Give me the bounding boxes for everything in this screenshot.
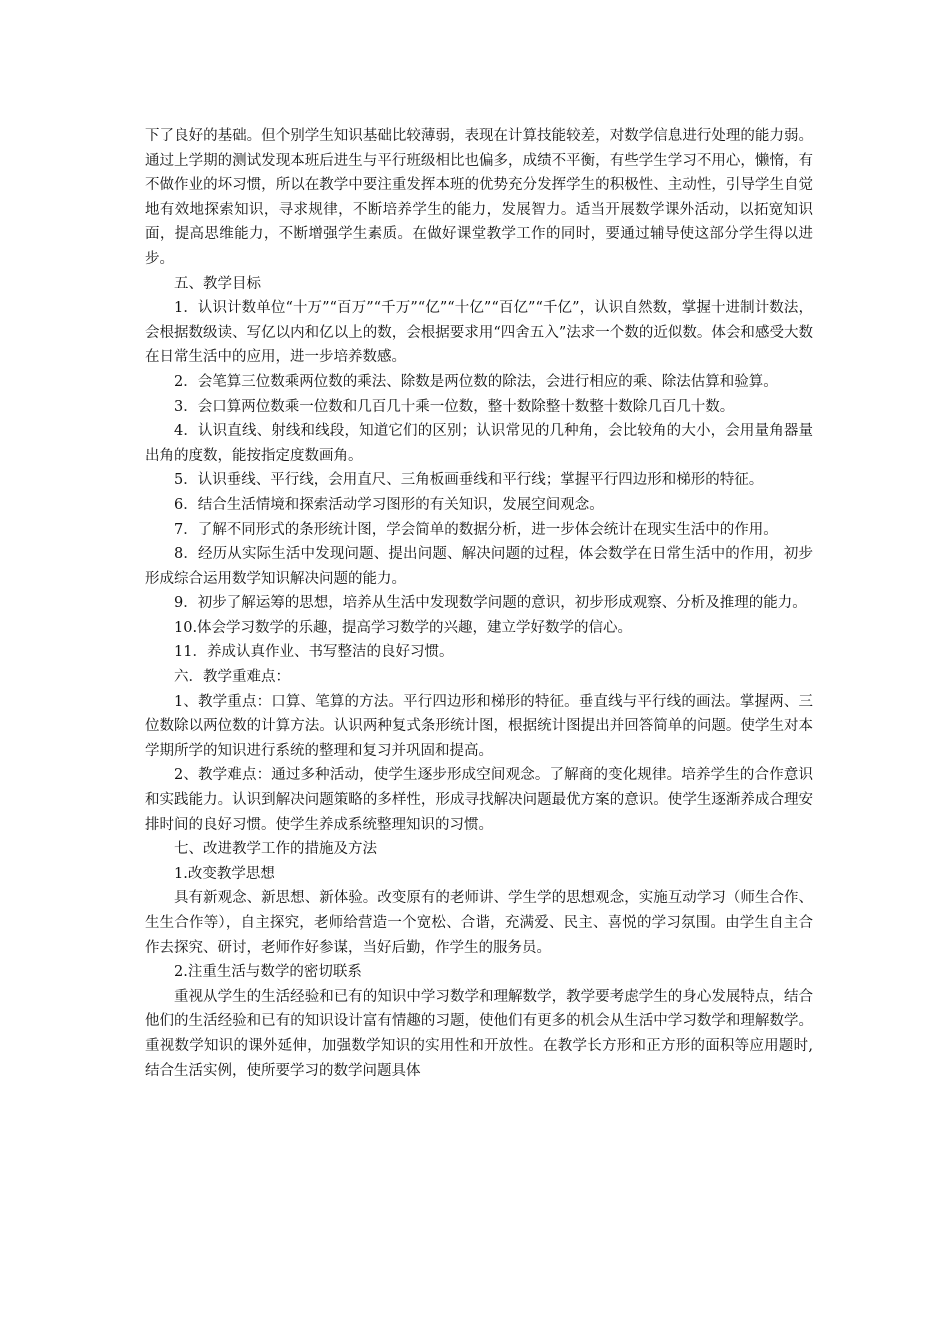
paragraph: 下了良好的基础。但个别学生知识基础比较薄弱，表现在计算技能较差，对数学信息进行处理的能力弱。通过上学期的测试发现本班后进生与平行班级相比也偏多，成绩不平衡，有些学生学习不用心，懒惰，有不做作业的坏习惯，所以在教学中要注重发挥本班的优势充分发挥学生的积极性、主动性，引导学生自觉地有效地探索知识，寻求规律，不断培养学生的能力，发展智力。适当开展数学课外活动，以拓宽知识面，提高思维能力，不断增强学生素质。在做好课堂教学工作的同时，要通过辅导使这部分学生得以进步。 (145, 128, 813, 267)
paragraph: 9．初步了解运筹的思想，培养从生活中发现数学问题的意识，初步形成观察、分析及推理的能力。 (174, 595, 807, 612)
paragraph: 7．了解不同形式的条形统计图，学会简单的数据分析，进一步体会统计在现实生活中的作用。 (174, 521, 778, 538)
paragraph: 11．养成认真作业、书写整洁的良好习惯。 (174, 644, 454, 661)
paragraph: 七、改进教学工作的措施及方法 (174, 841, 377, 858)
paragraph: 1.改变教学思想 (174, 865, 275, 882)
paragraph: 2．会笔算三位数乘两位数的乘法、除数是两位数的除法，会进行相应的乘、除法估算和验算。 (174, 373, 778, 390)
paragraph: 10.体会学习数学的乐趣，提高学习数学的兴趣，建立学好数学的信心。 (174, 619, 633, 636)
paragraph: 3．会口算两位数乘一位数和几百几十乘一位数，整十数除整十数整十数除几百几十数。 (174, 398, 735, 415)
paragraph: 五、教学目标 (174, 275, 261, 292)
paragraph: 六．教学重难点： (174, 669, 290, 686)
paragraph: 5．认识垂线、平行线，会用直尺、三角板画垂线和平行线；掌握平行四边形和梯形的特征。 (174, 472, 764, 489)
paragraph: 2.注重生活与数学的密切联系 (174, 964, 362, 981)
paragraph: 重视从学生的生活经验和已有的知识中学习数学和理解数学，教学要考虑学生的身心发展特点，结合他们的生活经验和已有的知识设计富有情趣的习题，使他们有更多的机会从生活中学习数学和理解数学。重视数学知识的课外延伸，加强数学知识的实用性和开放性。在教学长方形和正方形的面积等应用题时,结合生活实例，使所要学习的数学问题具体 (145, 988, 813, 1079)
paragraph: 具有新观念、新思想、新体验。改变原有的老师讲、学生学的思想观念，实施互动学习（师生合作、生生合作等），自主探究，老师给营造一个宽松、合谐，充满爱、民主、喜悦的学习氛围。由学生自主合作去探究、研讨，老师作好参谋，当好后勤，作学生的服务员。 (145, 890, 813, 956)
paragraph: 2、教学难点：通过多种活动，使学生逐步形成空间观念。了解商的变化规律。培养学生的合作意识和实践能力。认识到解决问题策略的多样性，形成寻找解决问题最优方案的意识。使学生逐渐养成合理安排时间的良好习惯。使学生养成系统整理知识的习惯。 (145, 767, 813, 833)
paragraph: 1．认识计数单位“十万”“百万”“千万”“亿”“十亿”“百亿”“千亿”，认识自然数，掌握十进制计数法，会根据数级读、写亿以内和亿以上的数，会根据要求用“四舍五入”法求一个数的近似数。体会和感受大数在日常生活中的应用，进一步培养数感。 (145, 300, 813, 366)
paragraph: 1、教学重点：口算、笔算的方法。平行四边形和梯形的特征。垂直线与平行线的画法。掌握两、三位数除以两位数的计算方法。认识两种复式条形统计图，根据统计图提出并回答简单的问题。使学生对本学期所学的知识进行系统的整理和复习并巩固和提高。 (145, 693, 813, 759)
document-body (145, 124, 813, 1083)
paragraph: 6．结合生活情境和探索活动学习图形的有关知识，发展空间观念。 (174, 496, 604, 513)
paragraph: 8．经历从实际生活中发现问题、提出问题、解决问题的过程，体会数学在日常生活中的作用，初步形成综合运用数学知识解决问题的能力。 (145, 546, 813, 587)
paragraph: 4．认识直线、射线和线段，知道它们的区别；认识常见的几种角，会比较角的大小，会用量角器量出角的度数，能按指定度数画角。 (145, 423, 813, 464)
